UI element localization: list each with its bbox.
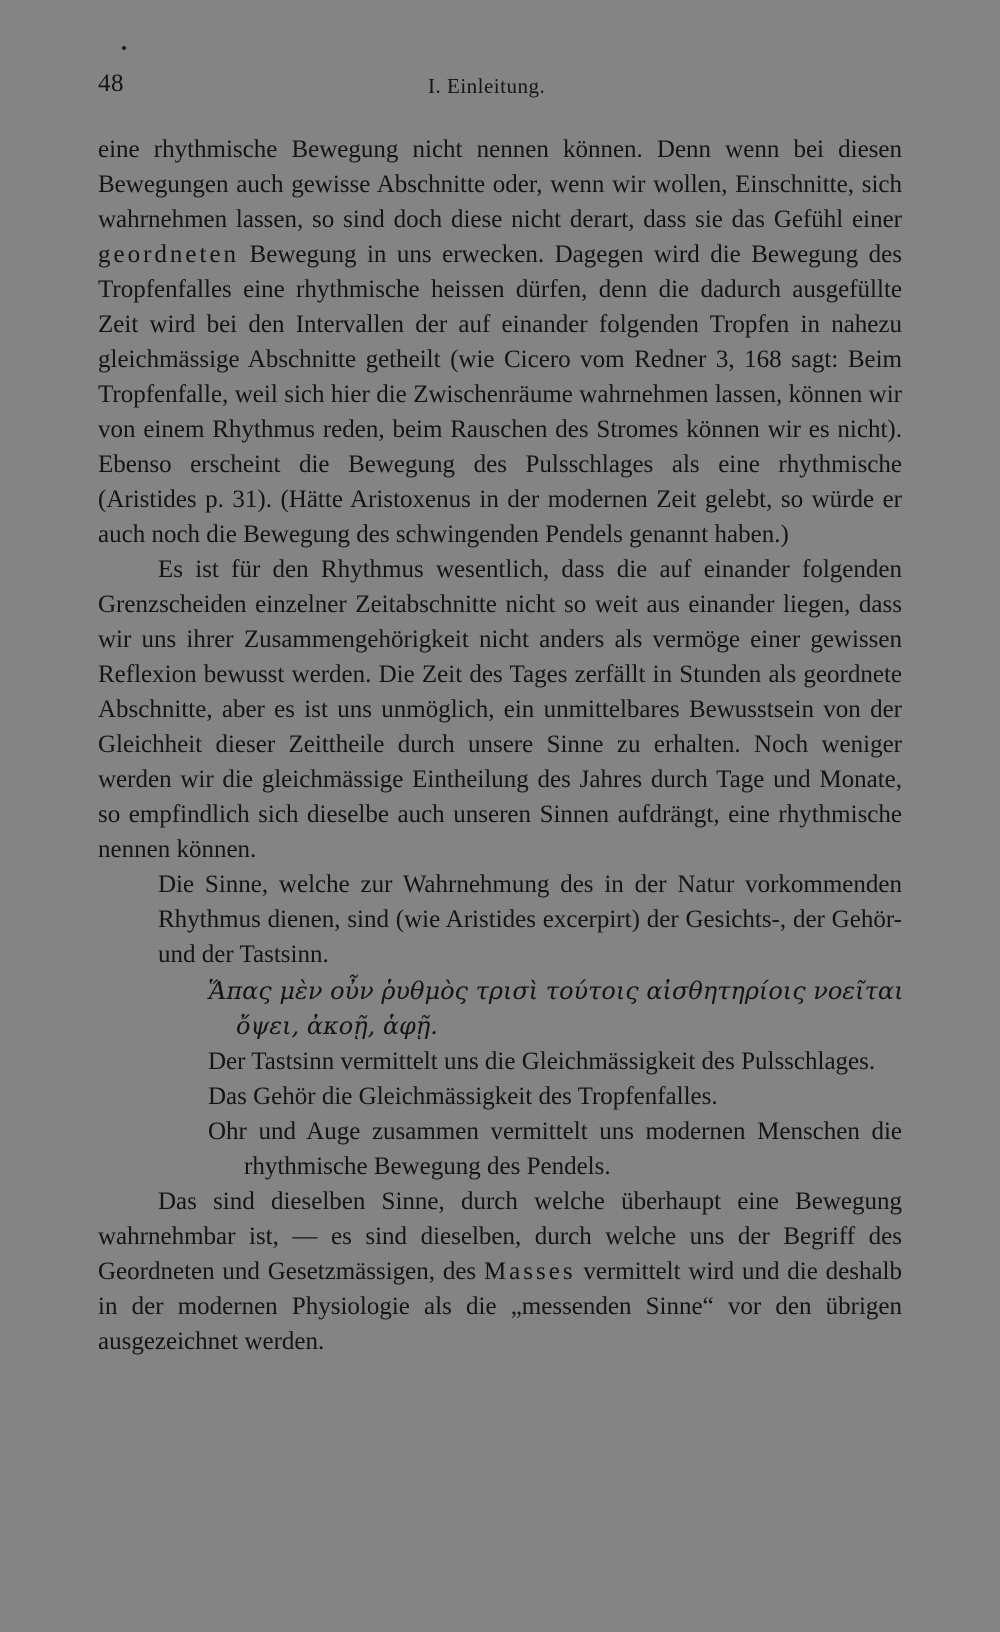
sense-item-ear-eye: Ohr und Auge zusammen vermittelt uns modernen Menschen die rhythmische Bewegung des Pendels. (208, 1118, 902, 1180)
senses-section (158, 867, 902, 972)
body-text (98, 132, 902, 1359)
sense-item-hearing: Das Gehör die Gleichmässigkeit des Tropfenfalles. (208, 1083, 718, 1110)
print-speck (122, 46, 126, 50)
running-title: I. Einleitung. (428, 74, 546, 98)
paragraph-1 (98, 132, 902, 552)
sense-item-touch: Der Tastsinn vermittelt uns die Gleichmässigkeit des Pulsschlages. (208, 1048, 876, 1075)
emphasis-masses: Masses (483, 1258, 576, 1285)
paragraph-2: Es ist für den Rhythmus wesentlich, dass die auf einander folgenden Grenzscheiden einzelner Zeitabschnitte nicht so weit aus einander liegen, dass wir uns ihrer Zusammengehörigkeit nicht anders als vermöge einer gewissen Reflexion bewusst werden. Die Zeit des Tages zerfällt in Stunden als geordnete Abschnitte, aber es ist uns unmöglich, ein unmittelbares Bewusstsein von der Gleichheit dieser Zeittheile durch unsere Sinne zu erhalten. Noch weniger werden wir die gleichmässige Eintheilung des Jahres durch Tage und Monate, so empfindlich sich dieselbe auch unseren Sinnen aufdrängt, eine rhythmische nennen können. (98, 556, 902, 863)
greek-line-2: ὄψει, ἀκοῇ, ἁφῇ. (236, 1012, 438, 1040)
closing-part-a: Das sind dieselben Sinne, durch welche überhaupt eine Bewegung wahrnehmbar ist, — es sind dieselben, durch welche uns der Begriff des Geordneten und Gesetzmässigen, des (98, 1188, 902, 1285)
paragraph-1-part-b: Bewegung in uns erwecken. Dagegen wird die Bewegung des Tropfenfalles eine rhythmische heissen dürfen, denn die dadurch ausgefüllte Zeit wird bei den Intervallen der auf einander folgenden Tropfen in nahezu gleichmässige Abschnitte getheilt (wie Cicero vom Redner 3, 168 sagt: Beim Tropfenfalle, weil sich hier die Zwischenräume wahrnehmen lassen, können wir von einem Rhythmus reden, beim Rauschen des Stromes können wir es nicht). Ebenso erscheint die Bewegung des Pulsschlages als eine rhythmische (Aristides p. 31). (Hätte Aristoxenus in der modernen Zeit gelebt, so würde er auch noch die Bewegung des schwingenden Pendels genannt haben.) (98, 241, 902, 548)
quote-intro: Die Sinne, welche zur Wahrnehmung des in der Natur vorkommenden Rhythmus dienen, sind (wie Aristides excerpirt) der Gesichts-, der Gehör- und der Tastsinn. (158, 871, 902, 968)
paragraph-1-part-a: eine rhythmische Bewegung nicht nennen können. Denn wenn bei diesen Bewegungen auch gewisse Abschnitte oder, wenn wir wollen, Einschnitte, sich wahrnehmen lassen, so sind doch diese nicht derart, dass sie das Gefühl einer (98, 136, 902, 233)
emphasis-geordneten: geordneten (98, 241, 240, 268)
page-header (98, 70, 902, 114)
senses-list (208, 1044, 902, 1184)
greek-line-1: Ἅπας μὲν οὖν ῥυθμὸς τρισὶ τούτοις αἰσθητηρίοις νοεῖται (208, 977, 904, 1005)
closing-part-b: vermittelt wird und die deshalb in der modernen Physiologie als die „messenden Sinne“ vor den übrigen ausgezeichnet werden. (98, 1258, 902, 1355)
closing-paragraph (98, 1184, 902, 1359)
book-page (98, 60, 902, 1620)
greek-citation (208, 974, 902, 1044)
page-number: 48 (98, 70, 124, 97)
